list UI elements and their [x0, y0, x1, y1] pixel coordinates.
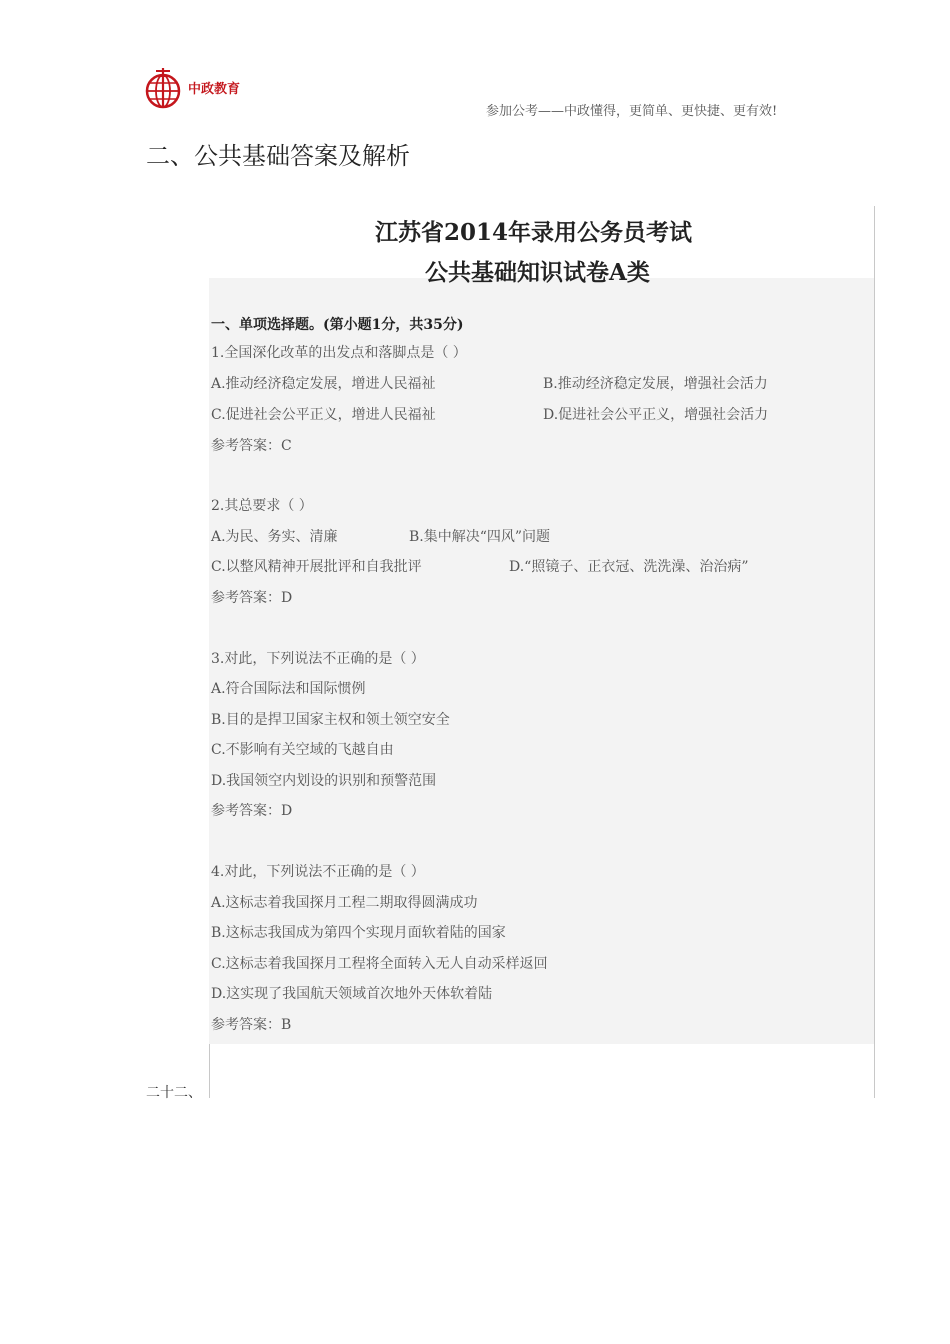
question-option: C.以整风精神开展批评和自我批评 — [211, 559, 422, 575]
scanned-exam-paper — [209, 206, 874, 1044]
question-option: C.促进社会公平正义，增进人民福祉 — [211, 407, 436, 423]
question-option: A.符合国际法和国际惯例 — [211, 681, 366, 697]
question-option: D.这实现了我国航天领域首次地外天体软着陆 — [211, 986, 493, 1002]
question-stem: 3.对此，下列说法不正确的是（ ） — [211, 651, 425, 667]
reference-answer: 参考答案：D — [211, 590, 293, 606]
paper-title: 江苏省2014年录用公务员考试 — [375, 219, 693, 246]
question-option: D.我国领空内划设的识别和预警范围 — [211, 773, 437, 789]
reference-answer: 参考答案：D — [211, 803, 293, 819]
footer-section-number: 二十二、 — [146, 1085, 202, 1101]
question-option: A.为民、务实、清廉 — [211, 529, 338, 545]
zhongzheng-logo — [142, 66, 250, 110]
paper-subtitle: 公共基础知识试卷A类 — [425, 259, 650, 286]
question-option: D.促进社会公平正义，增强社会活力 — [543, 407, 769, 423]
part-heading: 一、单项选择题。(第小题1分，共35分) — [211, 317, 464, 333]
logo-text: 中政教育 — [188, 82, 241, 97]
question-stem: 2.其总要求（ ） — [211, 498, 313, 514]
globe-logo-icon — [142, 66, 186, 110]
question-option: A.这标志着我国探月工程二期取得圆满成功 — [211, 895, 478, 911]
question-option: B.目的是捍卫国家主权和领土领空安全 — [211, 712, 450, 728]
question-option: B.这标志我国成为第四个实现月面软着陆的国家 — [211, 925, 506, 941]
question-option: B.集中解决“四风”问题 — [409, 529, 551, 545]
question-option: A.推动经济稳定发展，增进人民福祉 — [211, 376, 436, 392]
reference-answer: 参考答案：B — [211, 1017, 292, 1033]
reference-answer: 参考答案：C — [211, 438, 292, 454]
section-title: 二、公共基础答案及解析 — [146, 142, 410, 170]
question-option: D.“照镜子、正衣冠、洗洗澡、治治病” — [509, 559, 749, 575]
question-stem: 1.全国深化改革的出发点和落脚点是（ ） — [211, 345, 467, 361]
question-option: B.推动经济稳定发展，增强社会活力 — [543, 376, 768, 392]
question-option: C.这标志着我国探月工程将全面转入无人自动采样返回 — [211, 956, 548, 972]
question-stem: 4.对此，下列说法不正确的是（ ） — [211, 864, 425, 880]
scan-border-right — [874, 206, 875, 1098]
question-option: C.不影响有关空域的飞越自由 — [211, 742, 394, 758]
header-slogan: 参加公考——中政懂得，更简单、更快捷、更有效! — [486, 104, 778, 119]
